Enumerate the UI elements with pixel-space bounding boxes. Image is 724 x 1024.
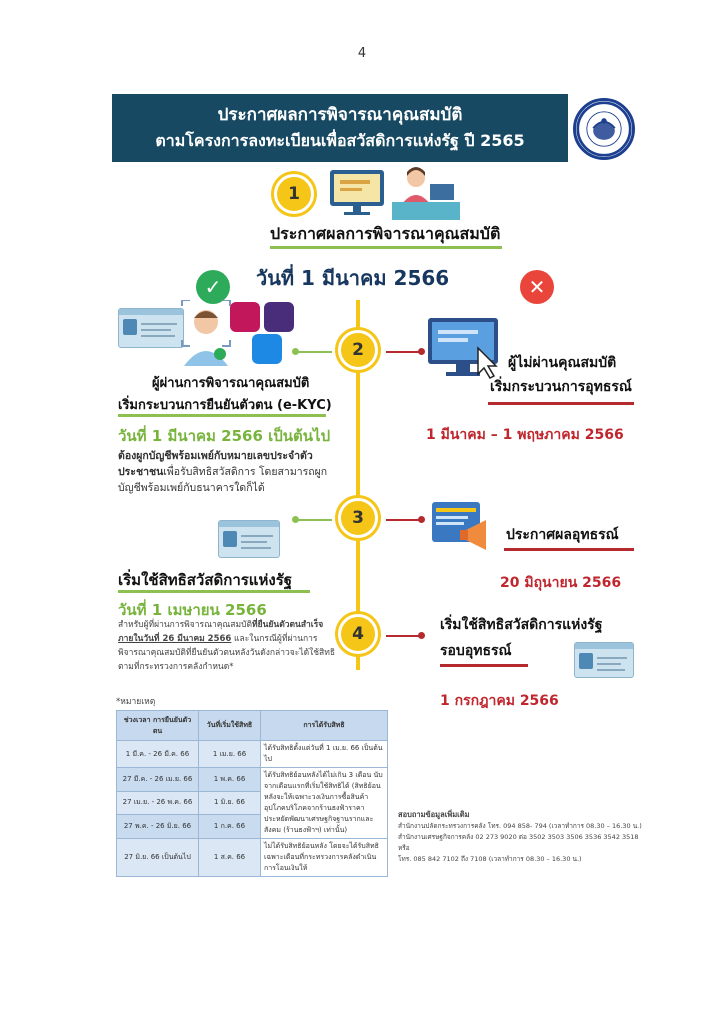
- step-4-date: 1 กรกฎาคม 2566: [440, 693, 559, 709]
- step-2-fail-underline: [488, 402, 634, 405]
- table-row: [117, 768, 388, 792]
- step-3-left-connector: [296, 519, 332, 521]
- step-3-marker: 3: [338, 498, 378, 538]
- face-scan-person-icon: [176, 300, 236, 366]
- step-2-pass-body-rest: เพื่อรับสิทธิสวัสดิการ โดยสามารถผูกบัญชีพร้อมเพย์กับธนาคารใดก็ได้: [118, 466, 328, 494]
- step-4-title-line2: รอบอุทธรณ์: [440, 643, 512, 659]
- step-3-fail-title: ประกาศผลอุทธรณ์: [506, 527, 619, 543]
- page-number: 4: [357, 46, 367, 61]
- note-cell-start: 1 ส.ค. 66: [199, 839, 261, 877]
- step-4-title-line1: เริ่มใช้สิทธิสวัสดิการแห่งรัฐ: [440, 617, 603, 633]
- step-4-right-connector: [386, 635, 420, 637]
- step-1-title: ประกาศผลการพิจารณาคุณสมบัติ: [270, 224, 501, 243]
- announcement-megaphone-icon: [430, 498, 496, 556]
- note-cell-period: 27 เม.ย. - 26 พ.ค. 66: [117, 791, 199, 815]
- step-3-pass-body-b: ที่ยืนยันตัวตนสำเร็จ: [252, 620, 324, 630]
- note-cell-period: 27 มี.ค. - 26 เม.ย. 66: [117, 768, 199, 792]
- step-1-marker: 1: [274, 174, 314, 214]
- note-cell-period: 1 มี.ค. - 26 มี.ค. 66: [117, 741, 199, 768]
- contact-block: [398, 808, 648, 865]
- step-3-right-dot: [418, 516, 425, 523]
- step-3-fail-date: 20 มิถุนายน 2566: [500, 575, 622, 591]
- ministry-seal-icon: [576, 98, 632, 160]
- header-title-line1: ประกาศผลการพิจารณาคุณสมบัติ: [217, 105, 463, 125]
- note-cell-rights: ได้รับสิทธิตั้งแต่วันที่ 1 เม.ย. 66 เป็นต้นไป: [261, 741, 388, 768]
- note-header-start: วันที่เริ่มใช้สิทธิ: [199, 711, 261, 741]
- id-card-icon-step3: [218, 520, 280, 558]
- note-header-period: ช่วงเวลา การยืนยันตัวตน: [117, 711, 199, 741]
- officer-at-desk-icon: [390, 164, 462, 222]
- note-cell-rights: ได้รับสิทธิย้อนหลังได้ไม่เกิน 3 เดือน นับจากเดือนแรกที่เริ่มใช้สิทธิได้ (สิทธิย้อนหลังจะให้เฉพาะวงเงินการซื้อสินค้าอุปโภคบริโภคจากร้านธงฟ้าราคาประหยัดพัฒนาเศรษฐกิจฐานรากและสังคม (ร้านธงฟ้าฯ) เท่านั้น): [261, 768, 388, 839]
- step-2-left-dot: [292, 348, 299, 355]
- step-2-fail-title-line2: เริ่มกระบวนการอุทธรณ์: [490, 379, 632, 395]
- step-3-pass-date: วันที่ 1 เมษายน 2566: [118, 601, 267, 619]
- step-2-fail-title-line1: ผู้ไม่ผ่านคุณสมบัติ: [508, 355, 617, 371]
- computer-icon: [328, 168, 388, 218]
- step-1-date: วันที่ 1 มีนาคม 2566: [256, 266, 450, 290]
- note-cell-start: 1 ก.ค. 66: [199, 815, 261, 839]
- step-1-underline: [270, 246, 502, 249]
- note-header-rights: การได้รับสิทธิ: [261, 711, 388, 741]
- step-2-pass-title-line2: เริ่มกระบวนการยืนยันตัวตน (e-KYC): [118, 398, 332, 413]
- contact-line1: สำนักงานปลัดกระทรวงการคลัง โทร. 094 858- 794 (เวลาทำการ 08.30 – 16.30 น.): [398, 822, 642, 830]
- bank-app-icon-blue: [252, 334, 282, 364]
- note-cell-period: 27 มิ.ย. 66 เป็นต้นไป: [117, 839, 199, 877]
- pass-check-icon: ✓: [196, 270, 230, 304]
- monitor-click-icon: [426, 316, 500, 380]
- step-3-pass-body-a: สำหรับผู้ที่ผ่านการพิจารณาคุณสมบัติ: [118, 620, 253, 630]
- note-table: [116, 710, 388, 877]
- note-label: *หมายเหตุ: [116, 697, 156, 707]
- step-3-right-connector: [386, 519, 420, 521]
- ministry-seal-logo: [573, 98, 635, 160]
- step-3-pass-body: [118, 618, 336, 674]
- step-3-pass-title: เริ่มใช้สิทธิสวัสดิการแห่งรัฐ: [118, 571, 293, 589]
- step-3-left-dot: [292, 516, 299, 523]
- bank-app-icon-red: [230, 302, 260, 332]
- note-cell-start: 1 เม.ย. 66: [199, 741, 261, 768]
- contact-line2: สำนักงานเศรษฐกิจการคลัง 02 273 9020 ต่อ 3502 3503 3506 3536 3542 3518 หรือ: [398, 833, 639, 852]
- step-4-underline: [440, 664, 528, 667]
- step-4-marker: 4: [338, 614, 378, 654]
- step-2-pass-underline: [118, 414, 326, 417]
- step-2-marker: 2: [338, 330, 378, 370]
- step-3-pass-body-c: ภายในวันที่ 26 มีนาคม 2566: [118, 634, 232, 644]
- id-card-icon: [118, 308, 184, 348]
- step-2-pass-date: วันที่ 1 มีนาคม 2566 เป็นต้นไป: [118, 427, 331, 445]
- step-3-pass-underline: [118, 590, 310, 593]
- bank-app-icon-purple: [264, 302, 294, 332]
- step-2-fail-date: 1 มีนาคม – 1 พฤษภาคม 2566: [426, 427, 624, 443]
- step-4-right-dot: [418, 632, 425, 639]
- step-2-right-connector: [386, 351, 420, 353]
- step-2-left-connector: [296, 351, 332, 353]
- note-cell-rights: ไม่ได้รับสิทธิย้อนหลัง โดยจะได้รับสิทธิเฉพาะเดือนที่กระทรวงการคลังดำเนินการโอนเงินให้: [261, 839, 388, 877]
- note-cell-start: 1 พ.ค. 66: [199, 768, 261, 792]
- step-2-pass-title-line1: ผู้ผ่านการพิจารณาคุณสมบัติ: [152, 376, 310, 391]
- contact-title: สอบถามข้อมูลเพิ่มเติม: [398, 810, 470, 819]
- contact-line3: โทร. 085 842 7102 ถึง 7108 (เวลาทำการ 08.30 – 16.30 น.): [398, 855, 582, 863]
- step-3-pass-body-d: และในกรณีผู้ที่ผ่านการพิจารณาคุณสมบัติที่ยืนยันตัวตนหลังวันดังกล่าวจะได้ใช้สิทธิตามที่กระทรวงการคลังกำหนด*: [118, 634, 336, 672]
- id-card-icon-step4: [574, 642, 634, 678]
- step-2-right-dot: [418, 348, 425, 355]
- step-2-pass-body: [118, 448, 334, 496]
- table-row: [117, 741, 388, 768]
- note-cell-period: 27 พ.ค. - 26 มิ.ย. 66: [117, 815, 199, 839]
- header-title-line2: ตามโครงการลงทะเบียนเพื่อสวัสดิการแห่งรัฐ ปี 2565: [155, 131, 525, 150]
- fail-x-icon: ✕: [520, 270, 554, 304]
- note-cell-start: 1 มิ.ย. 66: [199, 791, 261, 815]
- step-2-pass-body-bold: ต้องผูกบัญชีพร้อมเพย์กับหมายเลขประจำตัวประชาชน: [118, 450, 313, 478]
- header-banner: [112, 94, 568, 162]
- table-row: [117, 839, 388, 877]
- step-3-fail-underline: [504, 548, 634, 551]
